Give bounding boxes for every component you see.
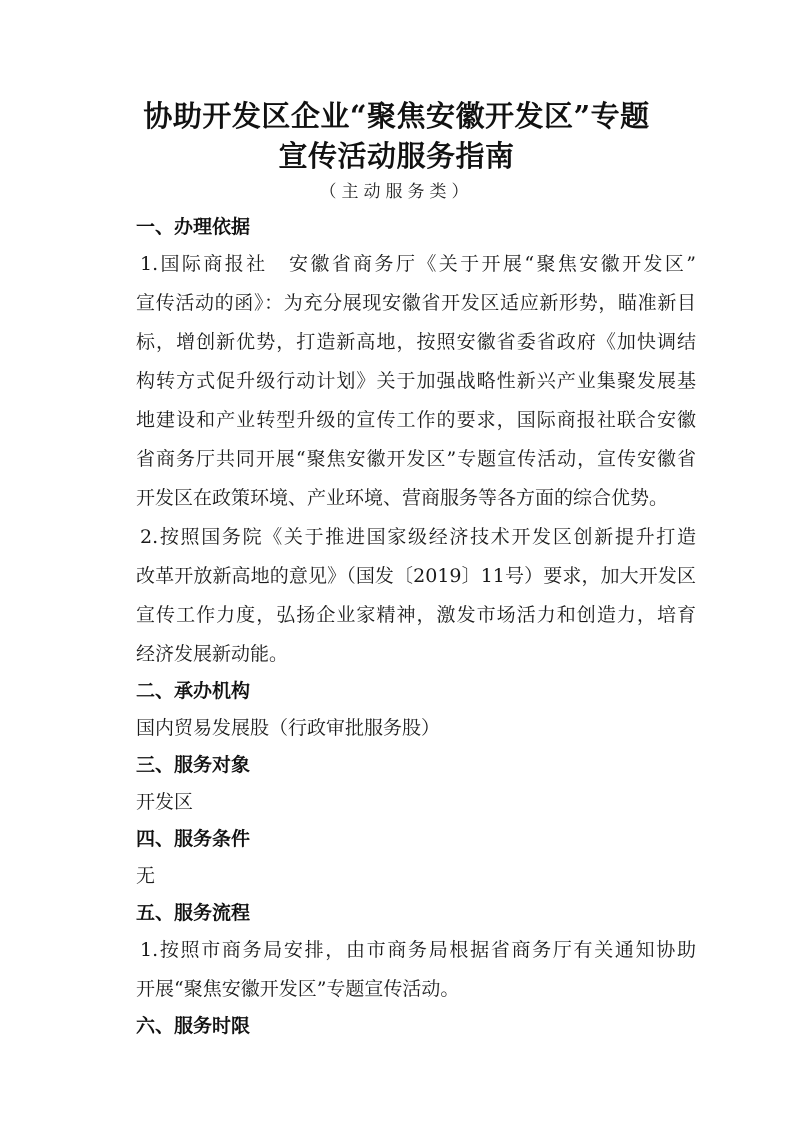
section-heading-process: 五、服务流程 — [136, 902, 251, 924]
target-value: 开发区 — [136, 791, 194, 813]
paragraph-line: 2.按照国务院《关于推进国家级经济技术开发区创新提升打造 — [140, 526, 696, 548]
paragraph-line: 标，增创新优势，打造新高地，按照安徽省委省政府《加快调结 — [136, 331, 696, 353]
organizer-value: 国内贸易发展股（行政审批服务股） — [136, 717, 441, 739]
document-title-line-1: 协助开发区企业“聚焦安徽开发区”专题 — [143, 99, 650, 133]
paragraph-line: 宣传工作力度，弘扬企业家精神，激发市场活力和创造力，培育 — [136, 604, 696, 626]
paragraph-line: 开发区在政策环境、产业环境、营商服务等各方面的综合优势。 — [136, 487, 669, 509]
conditions-value: 无 — [136, 865, 156, 887]
paragraph-line: 1.按照市商务局安排，由市商务局根据省商务厅有关通知协助 — [140, 939, 696, 961]
paragraph-line: 地建设和产业转型升级的宣传工作的要求，国际商报社联合安徽 — [136, 409, 696, 431]
document-subtitle: （主动服务类） — [319, 182, 474, 202]
paragraph-line: 构转方式促升级行动计划》关于加强战略性新兴产业集聚发展基 — [136, 370, 696, 392]
section-heading-conditions: 四、服务条件 — [136, 828, 251, 850]
paragraph-line: 开展“聚焦安徽开发区”专题宣传活动。 — [136, 978, 460, 1000]
section-heading-organizer: 二、承办机构 — [136, 680, 251, 702]
document-title-line-2: 宣传活动服务指南 — [278, 139, 515, 173]
section-heading-target: 三、服务对象 — [136, 754, 251, 776]
paragraph-line: 省商务厅共同开展“聚焦安徽开发区”专题宣传活动，宣传安徽省 — [136, 448, 696, 470]
paragraph-line: 改革开放新高地的意见》（国发〔2019〕11号）要求，加大开发区 — [136, 565, 696, 587]
paragraph-line: 1.国际商报社 安徽省商务厅《关于开展“聚焦安徽开发区” — [140, 253, 696, 275]
section-heading-time-limit: 六、服务时限 — [136, 1015, 251, 1037]
paragraph-line: 宣传活动的函》：为充分展现安徽省开发区适应新形势，瞄准新目 — [136, 292, 696, 314]
paragraph-line: 经济发展新动能。 — [136, 643, 289, 665]
section-heading-basis: 一、办理依据 — [136, 216, 251, 238]
